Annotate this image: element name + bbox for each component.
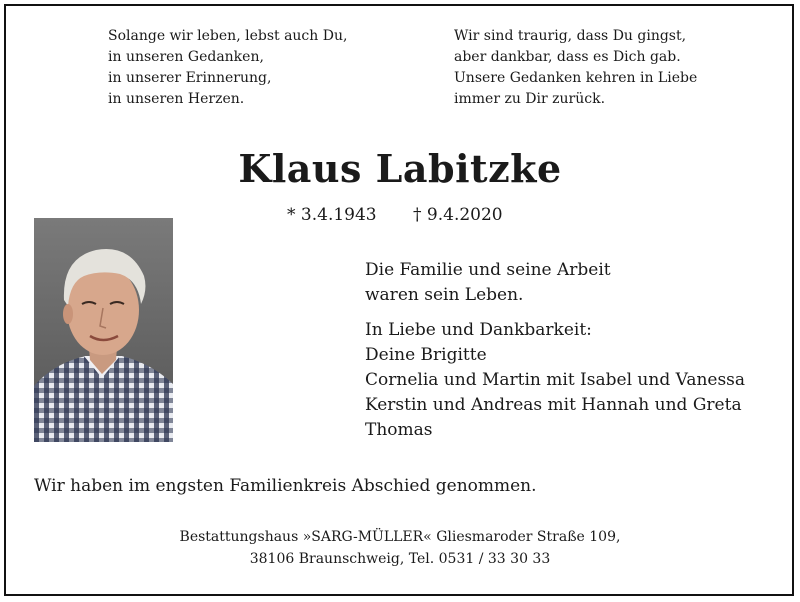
death-date: † 9.4.2020	[413, 205, 503, 225]
portrait-photo	[34, 218, 173, 442]
mourners-heading: In Liebe und Dankbarkeit:	[365, 320, 592, 340]
statement-line: waren sein Leben.	[365, 285, 524, 305]
poem-line: Solange wir leben, lebst auch Du,	[108, 28, 348, 44]
poem-line: aber dankbar, dass es Dich gab.	[454, 49, 681, 65]
farewell-notice: Wir haben im engsten Familienkreis Abschied genommen.	[34, 476, 537, 496]
poem-left	[108, 26, 347, 110]
footer-line: Bestattungshaus »SARG-MÜLLER« Gliesmaroder Straße 109,	[179, 529, 621, 545]
mourner-line: Kerstin und Andreas mit Hannah und Greta	[365, 395, 742, 415]
statement-line: Die Familie und seine Arbeit	[365, 260, 611, 280]
mourner-line: Deine Brigitte	[365, 345, 487, 365]
poem-right	[454, 26, 697, 110]
poem-line: Unsere Gedanken kehren in Liebe	[454, 70, 698, 86]
mourners-list	[365, 318, 745, 443]
funeral-home-info	[0, 526, 800, 570]
deceased-name: Klaus Labitzke	[238, 146, 562, 191]
footer-line: 38106 Braunschweig, Tel. 0531 / 33 30 33	[249, 551, 551, 567]
family-statement	[365, 258, 611, 308]
poem-line: in unseren Herzen.	[108, 91, 245, 107]
poem-line: in unseren Gedanken,	[108, 49, 264, 65]
mourner-line: Cornelia und Martin mit Isabel und Vanessa	[365, 370, 746, 390]
mourner-line: Thomas	[365, 420, 433, 440]
poem-line: in unserer Erinnerung,	[108, 70, 272, 86]
birth-date: * 3.4.1943	[287, 205, 377, 225]
poem-line: Wir sind traurig, dass Du gingst,	[454, 28, 687, 44]
poem-line: immer zu Dir zurück.	[454, 91, 606, 107]
